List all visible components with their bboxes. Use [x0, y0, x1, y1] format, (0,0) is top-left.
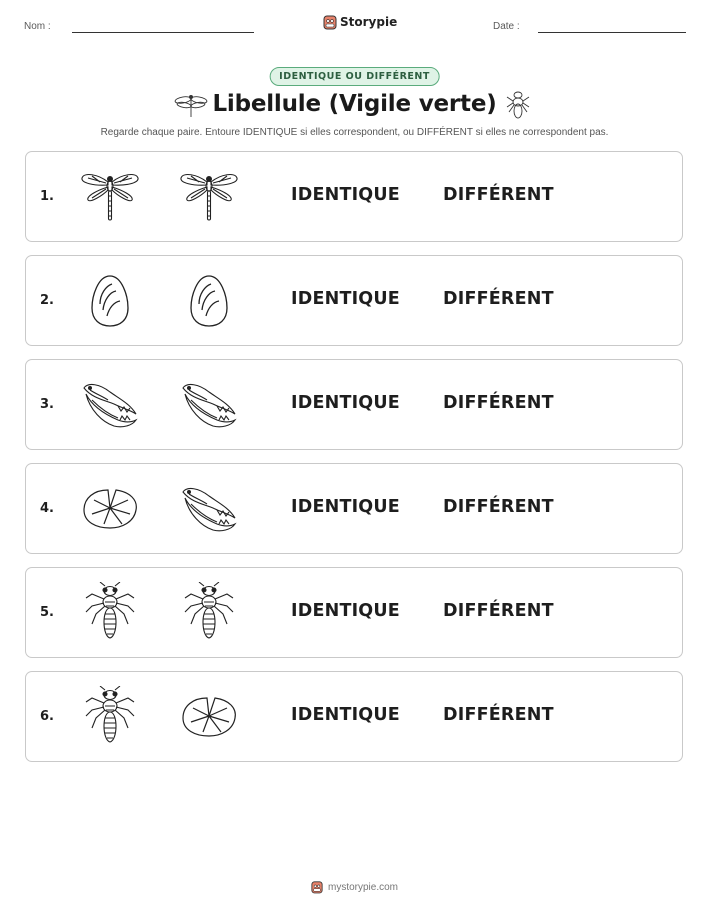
name-line[interactable]: [72, 32, 254, 33]
storypie-mascot-icon: [311, 880, 323, 894]
nymph-jaw-icon: [78, 374, 142, 434]
lily-pad-icon: [177, 686, 241, 746]
nymph-icon: [78, 686, 142, 746]
question-row: [25, 463, 683, 554]
question-number: 2.: [40, 293, 54, 308]
question-row: [25, 359, 683, 450]
storypie-mascot-icon: [323, 14, 337, 30]
footer: [0, 880, 709, 894]
egg-icon: [177, 270, 241, 330]
dragonfly-icon: [177, 166, 241, 226]
question-number: 6.: [40, 709, 54, 724]
question-number: 4.: [40, 501, 54, 516]
option-different[interactable]: DIFFÉRENT: [443, 289, 554, 309]
option-identique[interactable]: IDENTIQUE: [291, 705, 400, 725]
nymph-icon: [505, 90, 531, 120]
option-identique[interactable]: IDENTIQUE: [291, 185, 400, 205]
question-number: 5.: [40, 605, 54, 620]
question-row: [25, 567, 683, 658]
nymph-jaw-icon: [177, 478, 241, 538]
lily-pad-icon: [78, 478, 142, 538]
brand-logo: [323, 14, 397, 30]
dragonfly-icon: [78, 166, 142, 226]
date-label: Date :: [493, 21, 520, 32]
page-title: Libellule (Vigile verte): [212, 91, 497, 117]
option-different[interactable]: DIFFÉRENT: [443, 185, 554, 205]
worksheet-type-badge: IDENTIQUE OU DIFFÉRENT: [269, 67, 440, 86]
nymph-jaw-icon: [177, 374, 241, 434]
option-different[interactable]: DIFFÉRENT: [443, 601, 554, 621]
question-row: [25, 255, 683, 346]
option-identique[interactable]: IDENTIQUE: [291, 601, 400, 621]
option-identique[interactable]: IDENTIQUE: [291, 497, 400, 517]
footer-site: mystorypie.com: [327, 881, 398, 893]
name-label: Nom :: [24, 21, 51, 32]
question-number: 3.: [40, 397, 54, 412]
egg-icon: [78, 270, 142, 330]
question-row: [25, 151, 683, 242]
nymph-icon: [78, 582, 142, 642]
option-different[interactable]: DIFFÉRENT: [443, 705, 554, 725]
option-identique[interactable]: IDENTIQUE: [291, 393, 400, 413]
option-different[interactable]: DIFFÉRENT: [443, 393, 554, 413]
brand-name: Storypie: [340, 15, 398, 29]
question-number: 1.: [40, 189, 54, 204]
nymph-icon: [177, 582, 241, 642]
instructions: Regarde chaque paire. Entoure IDENTIQUE si elles correspondent, ou DIFFÉRENT si elles ne correspondent pas.: [100, 127, 609, 138]
date-line[interactable]: [538, 32, 686, 33]
option-identique[interactable]: IDENTIQUE: [291, 289, 400, 309]
question-row: [25, 671, 683, 762]
option-different[interactable]: DIFFÉRENT: [443, 497, 554, 517]
